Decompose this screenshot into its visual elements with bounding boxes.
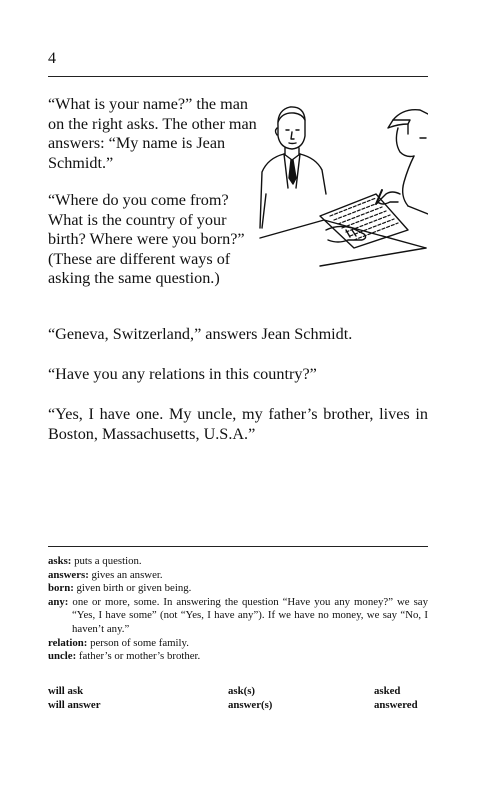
interview-illustration [258, 98, 428, 268]
paragraph-relations-question: “Have you any relations in this country?” [48, 365, 317, 383]
verb-forms-row [48, 684, 428, 698]
glossary-entry [48, 637, 428, 651]
glossary-definition: person of some family. [90, 636, 189, 649]
verb-past: answered [374, 699, 418, 711]
page-number: 4 [48, 50, 56, 67]
glossary-definition: father’s or mother’s brother. [78, 650, 201, 663]
glossary-definition: given birth or given being. [76, 582, 192, 595]
verb-present: ask(s) [228, 685, 255, 697]
glossary-entry [48, 582, 428, 596]
glossary-term: asks: [48, 555, 72, 567]
paragraph-name-question: “What is your name?” the man on the right asks. The other man answers: “My name is Jean Schmidt.” [48, 95, 257, 172]
glossary-term: relation: [48, 636, 88, 649]
verb-forms-row [48, 698, 428, 712]
glossary-definition: one or more, some. In answering the question “Have you any money?” we say “Yes, I have some” (not “Yes, I have any”). If we have no money, we say “No, I haven’t any.” [72, 595, 428, 635]
glossary-entry [48, 555, 428, 569]
glossary-term: answers: [48, 568, 89, 581]
paragraph-geneva-answer: “Geneva, Switzerland,” answers Jean Schmidt. [48, 325, 353, 343]
glossary [48, 555, 428, 664]
header-rule [48, 76, 428, 77]
verb-future: will ask [48, 685, 84, 697]
glossary-term: born: [48, 582, 74, 595]
verb-past: asked [374, 685, 401, 697]
glossary-entry [48, 650, 428, 664]
verb-future: will answer [48, 699, 101, 711]
glossary-entry [48, 569, 428, 583]
glossary-definition: puts a question. [74, 555, 142, 567]
paragraph-uncle-answer: “Yes, I have one. My uncle, my father’s brother, lives in Boston, Massachusetts, U.S.A.” [48, 405, 428, 443]
glossary-term: uncle: [48, 650, 77, 663]
verb-present: answer(s) [228, 699, 273, 711]
glossary-definition: gives an answer. [91, 568, 163, 581]
glossary-rule [48, 546, 428, 547]
paragraph-origin-question: “Where do you come from? What is the country of your birth? Where were you born?” (These are different ways of asking the same question.) [48, 191, 245, 287]
verb-forms-table [48, 684, 428, 712]
glossary-entry [48, 596, 428, 637]
glossary-term: any: [48, 595, 69, 608]
